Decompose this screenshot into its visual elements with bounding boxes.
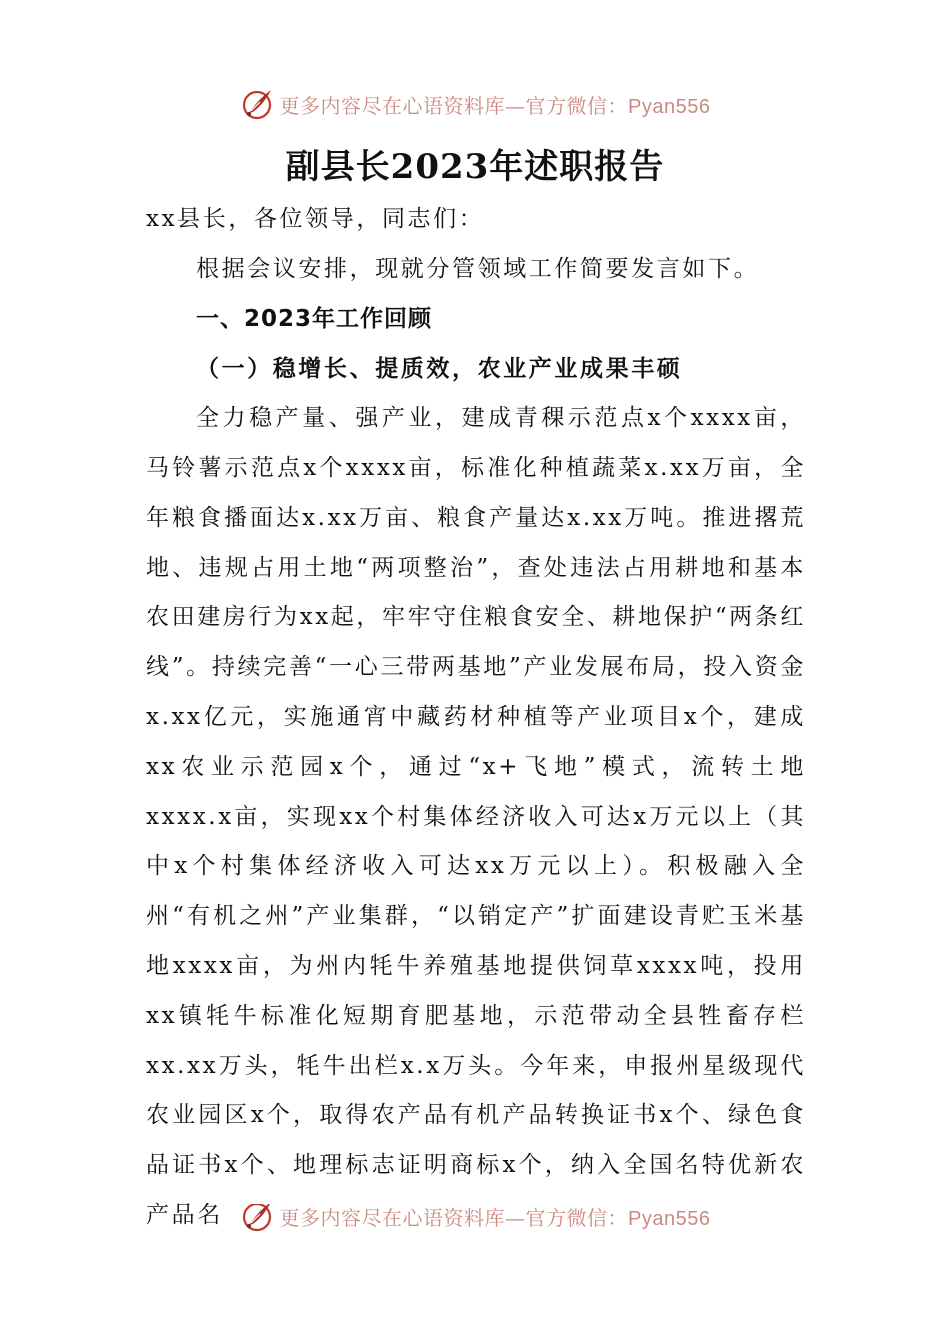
subsection-heading: （一）稳增长、提质效，农业产业成果丰硕 [196, 355, 683, 383]
body-paragraph: 全力稳产量、强产业，建成青稞示范点x个xxxx亩，马铃薯示范点x个xxxx亩，标准化种植蔬菜x.xx万亩，全年粮食播面达x.xx万亩、粮食产量达x.xx万吨。推进撂荒地、违规占用土地“两项整治”，查处违法占用耕地和基本农田建房行为xx起，牢牢守住粮食安全、耕地保护“两条红线”。持续完善“一心三带两基地”产业发展布局，投入资金x.xx亿元，实施通宵中藏药材种植等产业项目x个，建成xx农业示范园x个，通过“x+飞地”模式，流转土地xxxx.x亩，实现xx个村集体经济收入可达x万元以上（其中x个村集体经济收入可达xx万元以上）。积极融入全州“有机之州”产业集群，“以销定产”扩面建设青贮玉米基地xxxx亩，为州内牦牛养殖基地提供饲草xxxx吨，投用xx镇牦牛标准化短期育肥基地，示范带动全县牲畜存栏xx.xx万头，牦牛出栏x.x万头。今年来，申报州星级现代农业园区x个，取得农产品有机产品转换证书x个、绿色食品证书x个、地理标志证明商标x个，纳入全国名特优新农产品名 [146, 405, 806, 1228]
quill-logo-icon [240, 86, 276, 122]
footer-watermark-banner [0, 1204, 950, 1240]
section-heading: 一、2023年工作回顾 [196, 305, 433, 332]
watermark-text: 更多内容尽在心语资料库—官方微信：Pyan556 [279, 93, 711, 118]
wechat-handle: Pyan556 [628, 95, 711, 118]
watermark-text: 更多内容尽在心语资料库—官方微信：Pyan556 [279, 1205, 711, 1230]
document-title: 副县长2023年述职报告 [285, 147, 665, 187]
wechat-handle: Pyan556 [628, 1207, 711, 1230]
quill-logo-icon [240, 1204, 276, 1234]
document-body [146, 195, 806, 1241]
salutation: xx县长，各位领导，同志们： [146, 206, 485, 232]
intro-paragraph: 根据会议安排，现就分管领域工作简要发言如下。 [196, 255, 760, 282]
header-watermark-banner [0, 84, 950, 124]
